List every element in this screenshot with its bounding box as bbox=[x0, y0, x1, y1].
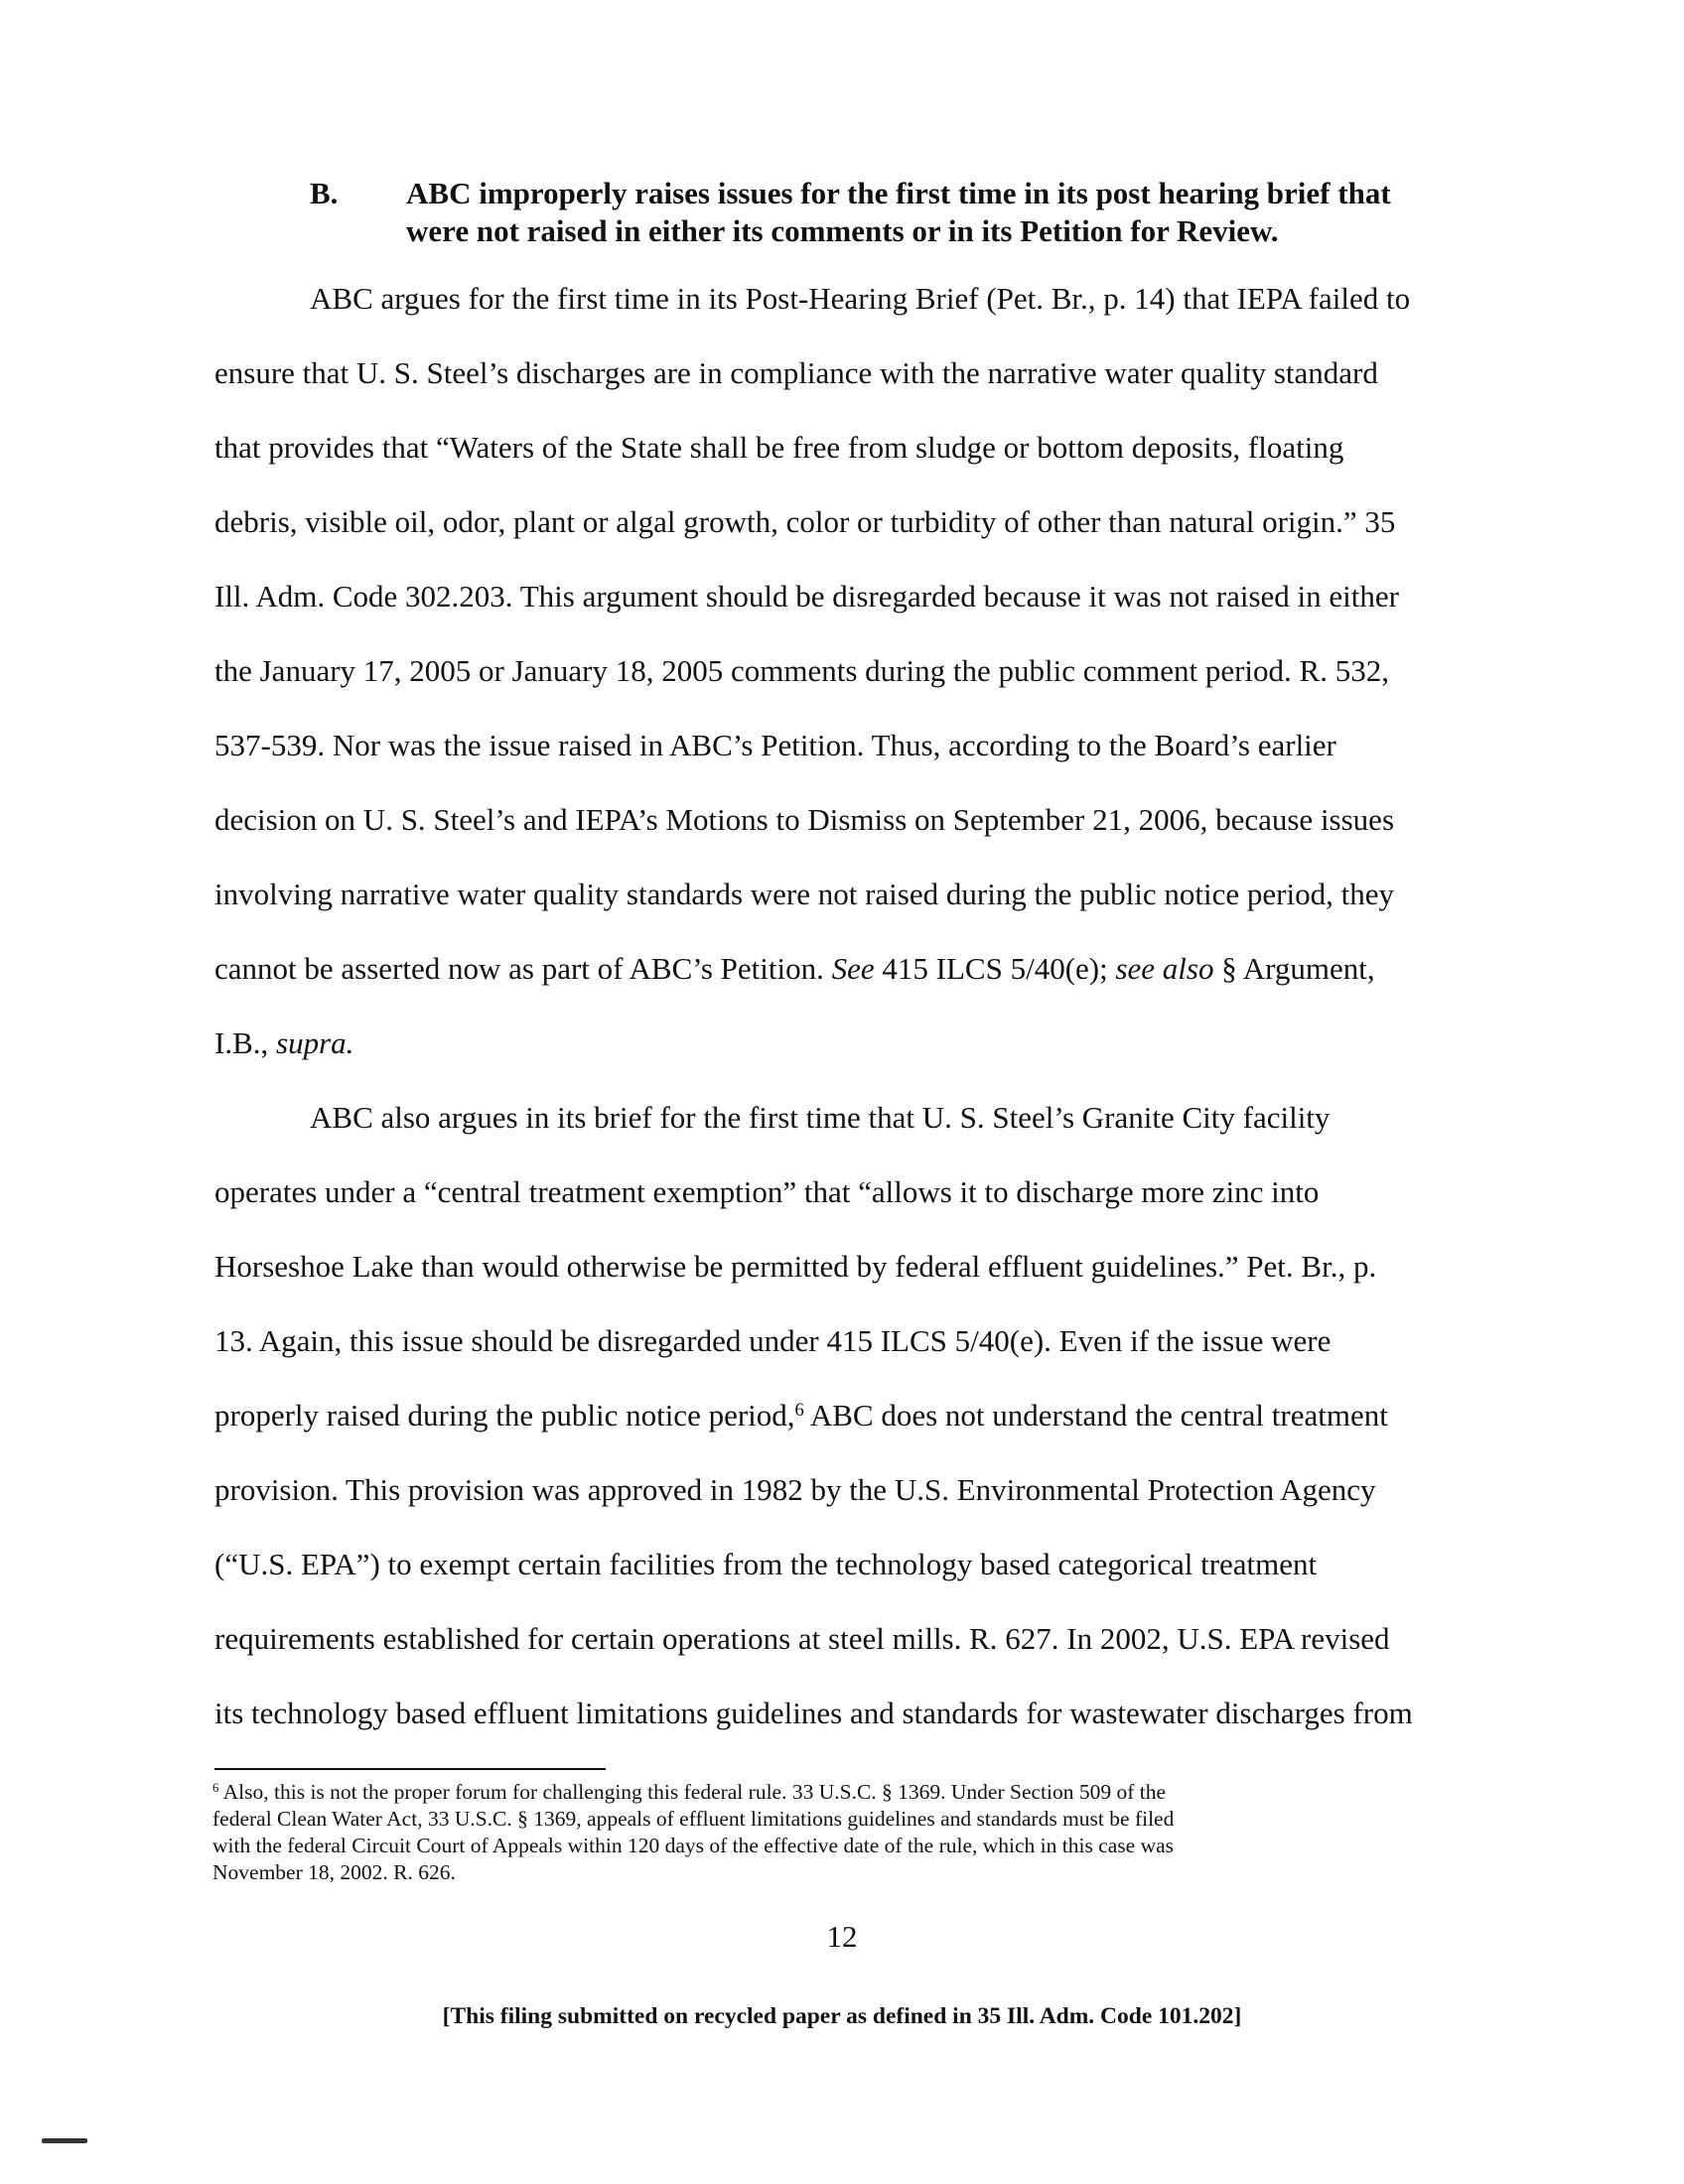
paragraph-1-line: that provides that “Waters of the State shall be free from sludge or bottom deposits, floating bbox=[214, 430, 1344, 465]
paragraph-2-line: its technology based effluent limitations guidelines and standards for wastewater discharges from bbox=[214, 1696, 1413, 1730]
footnote-line: with the federal Circuit Court of Appeals within 120 days of the effective date of the rule, which in this case was bbox=[212, 1834, 1175, 1857]
paragraph-2-line bbox=[214, 1397, 1388, 1434]
footer-notice: [This filing submitted on recycled paper as defined in 35 Ill. Adm. Code 101.202] bbox=[442, 2003, 1242, 2029]
citation-signal-supra: supra. bbox=[276, 1025, 354, 1060]
paragraph-1-line bbox=[214, 950, 1375, 988]
paragraph-1-line bbox=[214, 1024, 353, 1062]
citation-signal-see-also: see also bbox=[1115, 951, 1214, 986]
paragraph-2-line: Horseshoe Lake than would otherwise be permitted by federal effluent guidelines.” Pet. Br., p. bbox=[214, 1249, 1377, 1284]
page-number: 12 bbox=[826, 1919, 858, 1954]
paragraph-2-line: provision. This provision was approved in 1982 by the U.S. Environmental Protection Agency bbox=[214, 1472, 1376, 1507]
paragraph-2-line: (“U.S. EPA”) to exempt certain facilities from the technology based categorical treatment bbox=[214, 1547, 1318, 1581]
section-heading-line-1: ABC improperly raises issues for the first time in its post hearing brief that bbox=[406, 176, 1391, 210]
text-run: ABC does not understand the central treatment bbox=[803, 1398, 1388, 1433]
paragraph-1-line: ensure that U. S. Steel’s discharges are in compliance with the narrative water quality standard bbox=[214, 355, 1378, 390]
paragraph-1-line: decision on U. S. Steel’s and IEPA’s Motions to Dismiss on September 21, 2006, because issues bbox=[214, 802, 1395, 837]
footnote-reference: 6 bbox=[794, 1399, 804, 1421]
paragraph-1-line: the January 17, 2005 or January 18, 2005 comments during the public comment period. R. 532, bbox=[214, 653, 1389, 688]
paragraph-2-line: 13. Again, this issue should be disregarded under 415 ILCS 5/40(e). Even if the issue were bbox=[214, 1323, 1332, 1358]
paragraph-2-line: ABC also argues in its brief for the first time that U. S. Steel’s Granite City facility bbox=[310, 1100, 1331, 1135]
section-heading-line-2: were not raised in either its comments or in its Petition for Review. bbox=[406, 213, 1279, 248]
paragraph-1-line: debris, visible oil, odor, plant or algal growth, color or turbidity of other than natural origin.” 35 bbox=[214, 504, 1396, 539]
citation-signal-see: See bbox=[831, 951, 875, 986]
paragraph-1-line: Ill. Adm. Code 302.203. This argument should be disregarded because it was not raised in either bbox=[214, 579, 1399, 614]
footnote-separator bbox=[214, 1768, 606, 1770]
paragraph-1-line: ABC argues for the first time in its Post-Hearing Brief (Pet. Br., p. 14) that IEPA failed to bbox=[310, 281, 1411, 316]
footnote-marker: 6 bbox=[212, 1780, 219, 1795]
paragraph-2-line: requirements established for certain operations at steel mills. R. 627. In 2002, U.S. EPA revised bbox=[214, 1621, 1390, 1656]
paragraph-1-line: 537-539. Nor was the issue raised in ABC’s Petition. Thus, according to the Board’s earlier bbox=[214, 728, 1336, 762]
text-run: cannot be asserted now as part of ABC’s Petition. bbox=[214, 951, 832, 986]
footnote-line bbox=[212, 1779, 1166, 1805]
paragraph-2-line: operates under a “central treatment exemption” that “allows it to discharge more zinc into bbox=[214, 1174, 1320, 1209]
paragraph-1-line: involving narrative water quality standards were not raised during the public notice period, they bbox=[214, 877, 1394, 911]
text-run: properly raised during the public notice period, bbox=[214, 1398, 795, 1433]
footnote-line: November 18, 2002. R. 626. bbox=[212, 1860, 456, 1884]
footnote-line: federal Clean Water Act, 33 U.S.C. § 1369, appeals of effluent limitations guidelines and standards must be filed bbox=[212, 1807, 1175, 1831]
scan-artifact bbox=[42, 2138, 87, 2143]
text-run: § Argument, bbox=[1213, 951, 1375, 986]
section-letter: B. bbox=[310, 176, 339, 210]
text-run: I.B., bbox=[214, 1025, 276, 1060]
text-run: Also, this is not the proper forum for challenging this federal rule. 33 U.S.C. § 1369. Under Section 509 of the bbox=[218, 1780, 1167, 1804]
text-run: 415 ILCS 5/40(e); bbox=[874, 951, 1116, 986]
